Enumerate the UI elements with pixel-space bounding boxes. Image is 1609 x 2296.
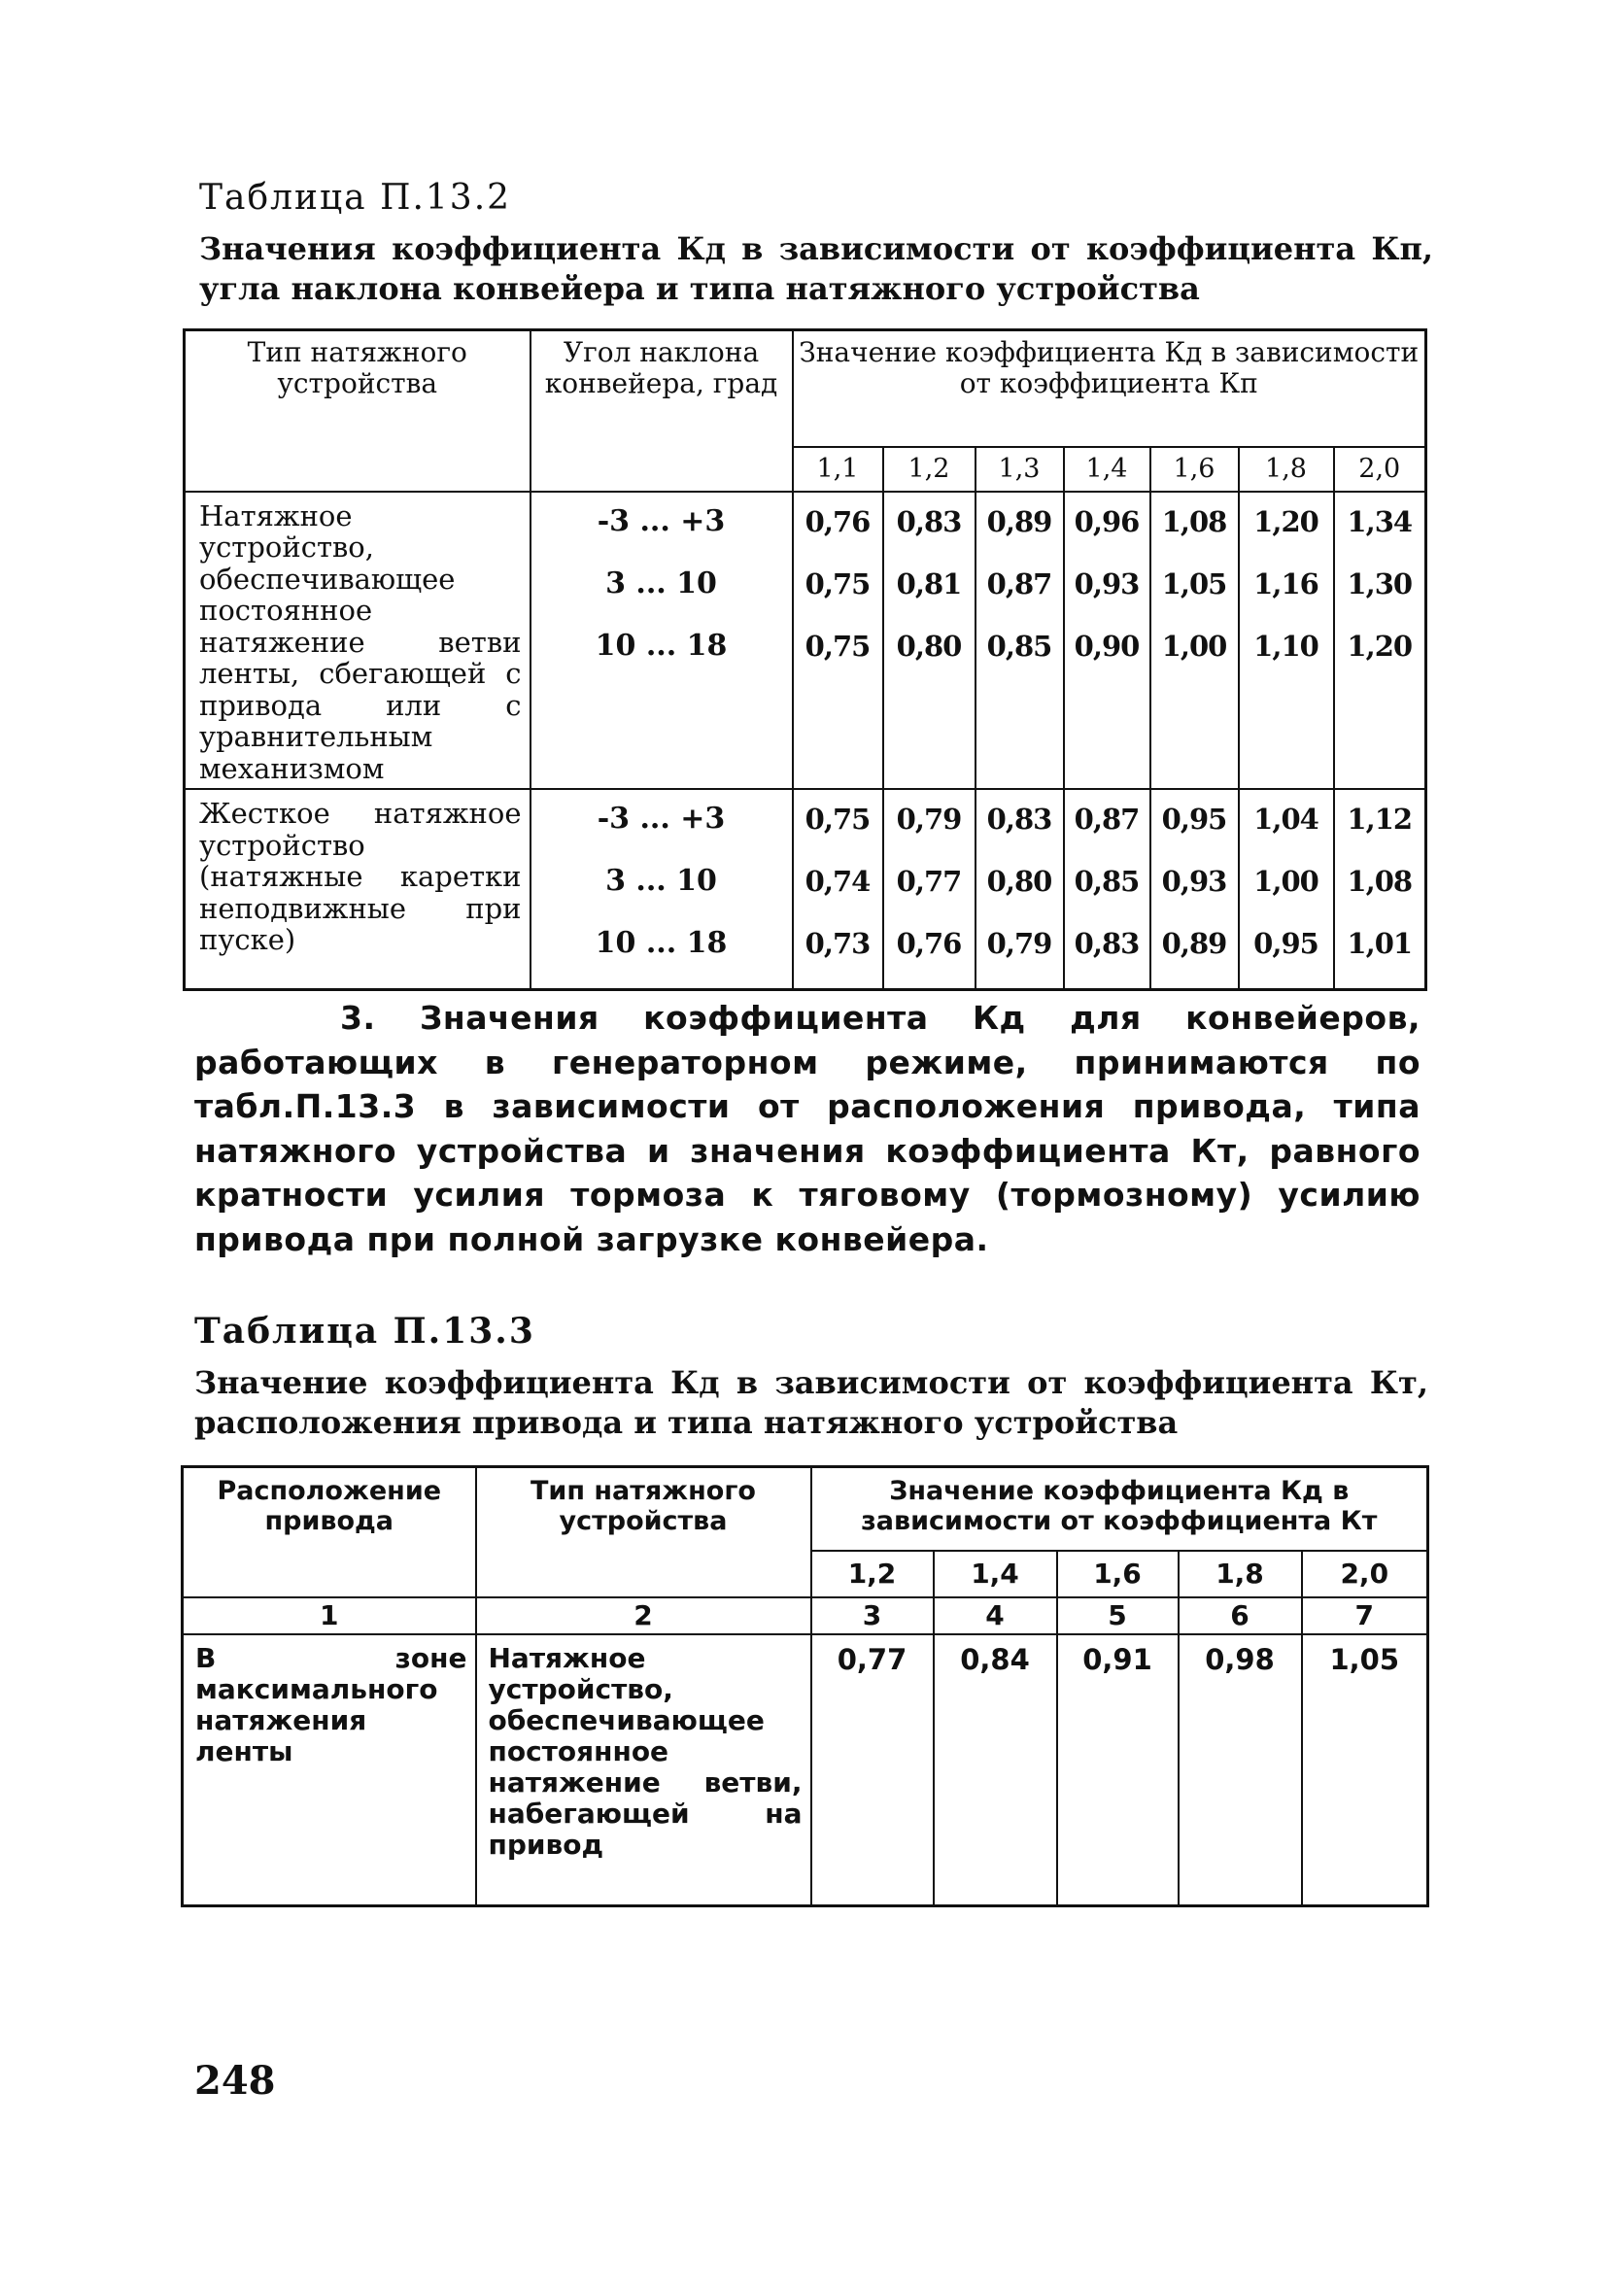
kd-value: 1,08 bbox=[1161, 504, 1227, 538]
kd-column bbox=[793, 789, 883, 990]
kd-value: 0,83 bbox=[896, 504, 962, 538]
header-drive-location: Расположение привода bbox=[183, 1467, 476, 1597]
kd-value: 1,20 bbox=[1253, 504, 1318, 538]
kd-value: 0,96 bbox=[1074, 504, 1140, 538]
kd-value: 0,90 bbox=[1074, 629, 1140, 663]
kd-value: 1,04 bbox=[1253, 803, 1318, 836]
column-number: 6 bbox=[1179, 1597, 1302, 1634]
kd-value: 0,75 bbox=[804, 566, 871, 600]
kd-value: 1,30 bbox=[1347, 566, 1413, 600]
kd-column bbox=[1239, 492, 1334, 790]
kd-value: 0,77 bbox=[811, 1634, 934, 1906]
kp-header: 1,1 bbox=[793, 447, 883, 492]
table2-title: Значение коэффициента Кд в зависимости от коэффициента Кт, расположения привода и типа натяжного устройства bbox=[194, 1364, 1428, 1441]
kd-column bbox=[976, 789, 1064, 990]
column-number: 2 bbox=[476, 1597, 811, 1634]
kd-value: 0,89 bbox=[986, 504, 1052, 538]
header-kd-values: Значение коэффициента Кд в зависимости от коэффициента Кп bbox=[793, 330, 1426, 447]
kd-column bbox=[976, 492, 1064, 790]
kp-header: 1,8 bbox=[1239, 447, 1334, 492]
table-k-d-vs-k-t bbox=[181, 1465, 1429, 1907]
kd-value: 0,73 bbox=[804, 927, 871, 960]
column-number: 1 bbox=[183, 1597, 476, 1634]
kd-value: 0,80 bbox=[986, 865, 1052, 898]
angle-value: 10 ... 18 bbox=[595, 628, 728, 663]
kd-value: 0,83 bbox=[1074, 927, 1140, 960]
kd-value: 0,75 bbox=[804, 803, 871, 836]
angle-value: 3 ... 10 bbox=[605, 565, 717, 600]
kd-value: 0,85 bbox=[986, 629, 1052, 663]
kd-value: 1,05 bbox=[1302, 1634, 1428, 1906]
kt-header: 1,2 bbox=[811, 1551, 934, 1597]
tension-device-type: Натяжное устройство, обеспечивающее постоянное натяжение ветви, набегающей на привод bbox=[476, 1634, 811, 1906]
column-number: 7 bbox=[1302, 1597, 1428, 1634]
kd-value: 0,85 bbox=[1074, 865, 1140, 898]
page-number: 248 bbox=[194, 2058, 276, 2104]
kd-value: 1,00 bbox=[1253, 865, 1318, 898]
tension-device-type-2: Жесткое натяжное устройство (натяжные каретки неподвижные при пуске) bbox=[185, 789, 531, 990]
kd-column bbox=[1064, 492, 1150, 790]
kd-value: 0,95 bbox=[1253, 927, 1318, 960]
kd-column bbox=[1064, 789, 1150, 990]
kt-header: 1,8 bbox=[1179, 1551, 1302, 1597]
kp-header: 1,2 bbox=[883, 447, 976, 492]
kd-column bbox=[1334, 789, 1426, 990]
table-k-d-vs-k-p bbox=[183, 328, 1427, 991]
kd-column bbox=[1150, 789, 1239, 990]
kd-value: 0,95 bbox=[1161, 803, 1227, 836]
kd-value: 0,75 bbox=[804, 629, 871, 663]
table2-caption: Таблица П.13.3 bbox=[194, 1311, 535, 1352]
column-number: 5 bbox=[1057, 1597, 1179, 1634]
table1-caption: Таблица П.13.2 bbox=[199, 178, 512, 218]
kd-value: 1,34 bbox=[1347, 504, 1413, 538]
kd-value: 1,16 bbox=[1253, 566, 1318, 600]
kd-value: 0,77 bbox=[896, 865, 962, 898]
column-number: 3 bbox=[811, 1597, 934, 1634]
paragraph-text: 3. Значения коэффициента Кд для конвейеров, работающих в генераторном режиме, принимаются по табл.П.13.3 в зависимости от расположения привода, типа натяжного устройства и значения коэффициента Кт, равного кратности усилия тормоза к тяговому (тормозному) усилию привода при полной загрузке конвейера. bbox=[194, 999, 1421, 1258]
kd-value: 0,93 bbox=[1074, 566, 1140, 600]
kd-value: 0,74 bbox=[804, 865, 871, 898]
kd-column bbox=[883, 789, 976, 990]
kp-header: 1,6 bbox=[1150, 447, 1239, 492]
kd-value: 1,00 bbox=[1161, 629, 1227, 663]
kd-value: 0,83 bbox=[986, 803, 1052, 836]
kp-header: 1,4 bbox=[1064, 447, 1150, 492]
kd-column bbox=[1334, 492, 1426, 790]
kd-value: 0,91 bbox=[1057, 1634, 1179, 1906]
kd-value: 0,87 bbox=[986, 566, 1052, 600]
angle-cell bbox=[531, 492, 793, 790]
header-tension-device-type: Тип натяжного устройства bbox=[185, 330, 531, 492]
kd-value: 0,81 bbox=[896, 566, 962, 600]
header-tension-device-type: Тип натяжного устройства bbox=[476, 1467, 811, 1597]
kd-value: 0,76 bbox=[804, 504, 871, 538]
angle-value: 3 ... 10 bbox=[605, 864, 717, 898]
kd-value: 0,93 bbox=[1161, 865, 1227, 898]
kd-value: 1,12 bbox=[1347, 803, 1413, 836]
kd-column bbox=[793, 492, 883, 790]
column-number: 4 bbox=[934, 1597, 1057, 1634]
kt-header: 1,6 bbox=[1057, 1551, 1179, 1597]
header-kd-values: Значение коэффициента Кд в зависимости от коэффициента Кт bbox=[811, 1467, 1428, 1551]
angle-value: -3 ... +3 bbox=[597, 503, 726, 538]
kd-value: 0,98 bbox=[1179, 1634, 1302, 1906]
kd-value: 0,76 bbox=[896, 927, 962, 960]
kt-header: 2,0 bbox=[1302, 1551, 1428, 1597]
tension-device-type-1: Натяжное устройство, обеспечивающее постоянное натяжение ветви ленты, сбегающей с привода или с уравнительным механизмом bbox=[185, 492, 531, 790]
kd-value: 1,05 bbox=[1161, 566, 1227, 600]
kd-value: 0,79 bbox=[986, 927, 1052, 960]
paragraph-generator-mode bbox=[194, 996, 1421, 1261]
kp-header: 2,0 bbox=[1334, 447, 1426, 492]
kd-value: 0,87 bbox=[1074, 803, 1140, 836]
kd-value: 0,79 bbox=[896, 803, 962, 836]
angle-value: -3 ... +3 bbox=[597, 802, 726, 836]
kd-column bbox=[883, 492, 976, 790]
header-conveyor-angle: Угол наклона конвейера, град bbox=[531, 330, 793, 492]
kd-value: 1,01 bbox=[1347, 927, 1413, 960]
kd-value: 0,84 bbox=[934, 1634, 1057, 1906]
table1-title: Значения коэффициента Кд в зависимости от коэффициента Кп, угла наклона конвейера и типа натяжного устройства bbox=[199, 230, 1433, 307]
kd-value: 0,80 bbox=[896, 629, 962, 663]
kd-column bbox=[1239, 789, 1334, 990]
kd-value: 1,20 bbox=[1347, 629, 1413, 663]
kd-value: 1,10 bbox=[1253, 629, 1318, 663]
kt-header: 1,4 bbox=[934, 1551, 1057, 1597]
angle-cell bbox=[531, 789, 793, 990]
kd-value: 0,89 bbox=[1161, 927, 1227, 960]
kp-header: 1,3 bbox=[976, 447, 1064, 492]
kd-value: 1,08 bbox=[1347, 865, 1413, 898]
drive-location: В зоне максимального натяжения ленты bbox=[183, 1634, 476, 1906]
angle-value: 10 ... 18 bbox=[595, 926, 728, 960]
kd-column bbox=[1150, 492, 1239, 790]
